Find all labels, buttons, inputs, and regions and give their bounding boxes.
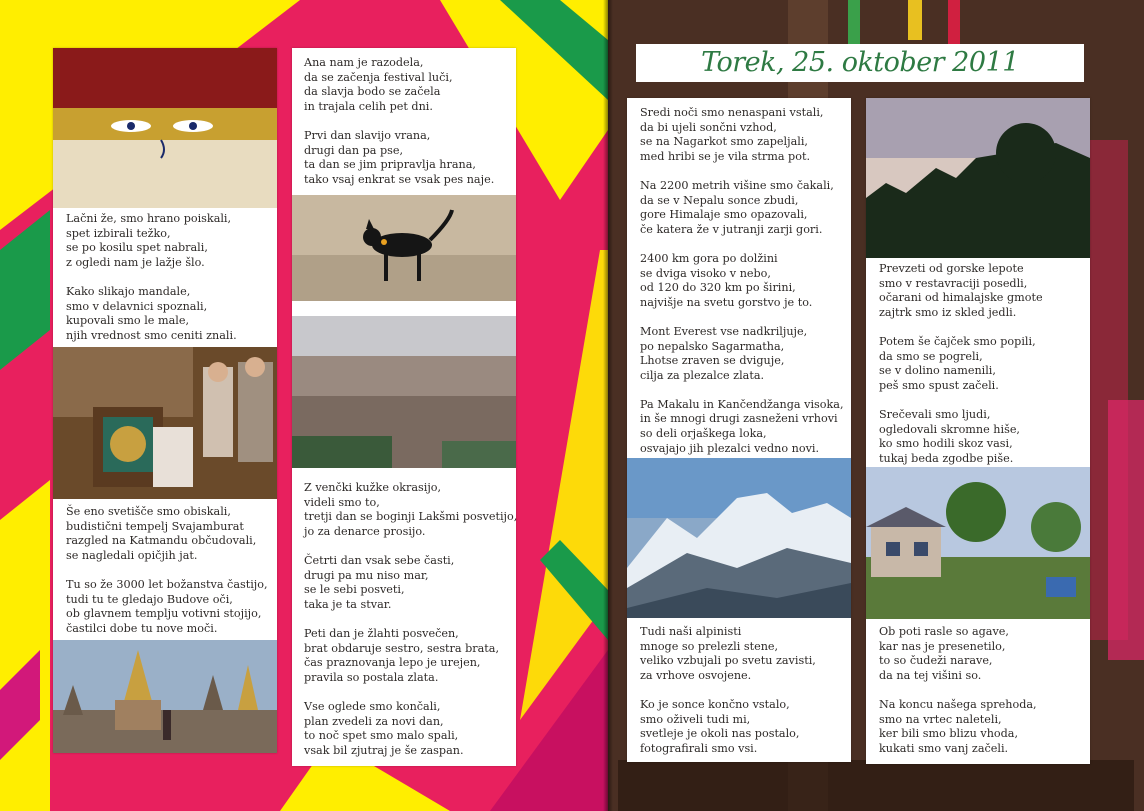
- mountain-silhouette-photo: [866, 98, 1090, 258]
- date-heading: Torek, 25. oktober 2011: [701, 47, 1019, 78]
- page-gutter: [603, 0, 613, 811]
- poem-restaurant-descent: Prevzeti od gorske lepote smo v restavraciji posedli, očarani od himalajske gmote zajtrk smo iz skled jedli. Potem še čajček smo popili, da smo se pogreli, se v dolino namenili, peš smo spust začeli. Srečevali smo ljudi, ogledovali skromne hiše, ko smo hodili skoz vasi, tukaj beda zgodbe piše.: [879, 262, 1043, 465]
- poem-alpinists: Tudi naši alpinisti mnoge so prelezli stene, veliko vzbujali po svetu zavisti, za vrhove osvojene. Ko je sonce končno vstalo, smo oživeli tudi mi, svetleje je okoli nas postalo, fotografirali smo vsi.: [640, 625, 816, 755]
- poem-svayambhunath: Še eno svetišče smo obiskali, budistični tempelj Svajamburat razgled na Katmandu občudovali, se nagledali opičjih jat. Tu so že 3000 let božanstva častijo, tudi tu te gledajo Budove oči, ob glavnem templju votivni stojijo, častilci dobe tu nove moči.: [66, 505, 268, 635]
- poem-festival-of-lights: Ana nam je razodela, da se začenja festival luči, da slavja bodo se začela in trajala celih pet dni. Prvi dan slavijo vrana, drugi dan pa pse, ta dan se jim pripravlja hrana, tako vsaj enkrat se vsak pes naje.: [304, 56, 495, 186]
- poem-tihar-days: Z venčki kužke okrasijo, videli smo to, tretji dan se boginji Lakšmi posvetijo, jo za denarce prosijo. Četrti dan vsak sebe časti, drugi pa mu niso mar, se le sebi posveti, taka je ta stvar. Peti dan je žlahti posvečen, brat obdaruje sestro, sestra brata, čas praznovanja lepo je urejen, pravila so postala zlata. Vse oglede smo končali, plan zvedeli za novi dan, to noč spet smo malo spali, vsak bil zjutraj je še zaspan.: [304, 481, 518, 757]
- kathmandu-view-photo: [292, 316, 516, 468]
- poem-nagarkot-sunrise: Sredi noči smo nenaspani vstali, da bi ujeli sončni vzhod, se na Nagarkot smo zapeljali, med hribi se je vila strma pot. Na 2200 metrih višine smo čakali, da se v Nepalu sonce zbudi, gore Himalaje smo opazovali, če katera že v jutranji zarji gori. 2400 km gora po dolžini se dviga visoko v nebo, od 120 do 320 km po širini, najvišje na svetu gorstvo je to. Mont Everest vse nadkriljuje, po nepalsko Sagarmatha, Lhotse zraven se dviguje, cilja za plezalce zlata. Pa Makalu in Kančendžanga visoka, in še mnogi drugi zasneženi vrhovi so deli orjaškega loka, osvajajo jih plezalci vedno novi.: [640, 106, 844, 455]
- village-house-photo: [866, 467, 1090, 619]
- dog-garland-photo: [292, 195, 516, 301]
- poem-lunch-mandala: Lačni že, smo hrano poiskali, spet izbirali težko, se po kosilu spet nabrali, z ogledi nam je lažje šlo. Kako slikajo mandale, smo v delavnici spoznali, kupovali smo le male, njih vrednost smo ceniti znali.: [66, 212, 237, 342]
- stupa-eyes-photo: [53, 48, 277, 208]
- temple-stupas-photo: [53, 640, 277, 753]
- himalaya-peaks-photo: [627, 458, 851, 618]
- date-banner: [636, 44, 1084, 82]
- mandala-workshop-photo: [53, 347, 277, 499]
- poem-agaves-kindergarten: Ob poti rasle so agave, kar nas je presenetilo, to so čudeži narave, da na tej višini so. Na koncu našega sprehoda, smo na vrtec naleteli, ker bili smo blizu vhoda, kukati smo vanj začeli.: [879, 625, 1037, 755]
